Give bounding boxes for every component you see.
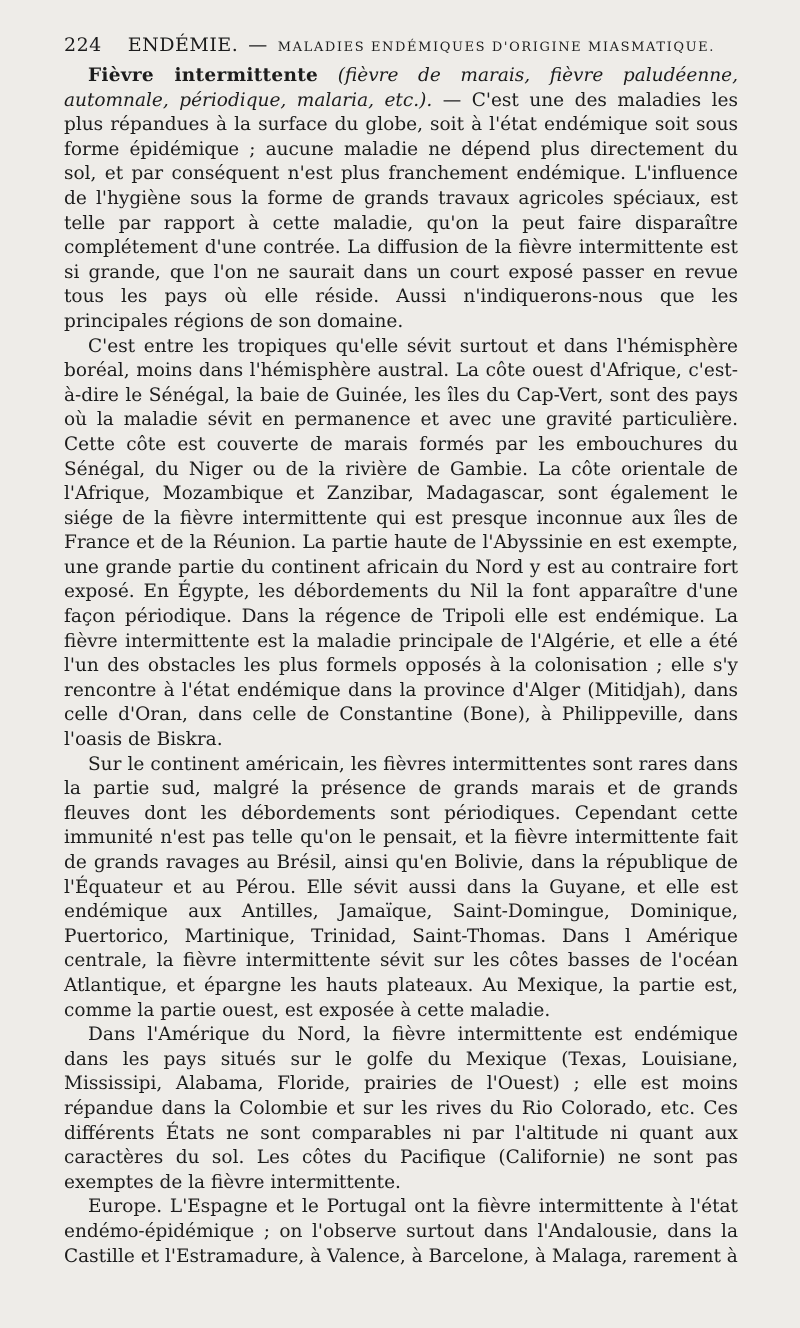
entry-heading-term: Fièvre intermittente [88, 65, 319, 86]
article-paragraph-2: C'est entre les tropiques qu'elle sévit surtout et dans l'hémisphère boréal, moins dans l'hémisphère austral. La côte ouest d'Afrique, c'est-à-dire le Sénégal, la baie de Guinée, les îles du Cap-Vert, sont des pays où la maladie sévit en permanence et avec une gravité particulière. Cette côte est couverte de marais formés par les embouchures du Sénégal, du Niger ou de la rivière de Gambie. La côte orientale de l'Afrique, Mozambique et Zanzibar, Madagascar, sont également le siége de la fièvre intermittente qui est presque inconnue aux îles de France et de la Réunion. La partie haute de l'Abyssinie en est exempte, une grande partie du continent africain du Nord y est au contraire fort exposé. En Égypte, les débordements du Nil la font apparaître d'une façon périodique. Dans la régence de Tripoli elle est endémique. La fièvre intermittente est la maladie principale de l'Algérie, et elle a été l'un des obstacles les plus formels opposés à la colonisation ; elle s'y rencontre à l'état endémique dans la province d'Alger (Mitidjah), dans celle d'Oran, dans celle de Constantine (Bone), à Philippeville, dans l'oasis de Biskra. [64, 335, 738, 751]
article-paragraph-5: Europe. L'Espagne et le Portugal ont la fièvre intermittente à l'état endémo-épidémique ; on l'observe surtout dans l'Andalousie, dans la Castille et l'Estramadure, à Valence, à Barcelone, à Malaga, rarement à [64, 1196, 738, 1267]
entry-synonyms: (fièvre de marais, fièvre paludéenne, automnale, périodique, malaria, etc.). [64, 65, 738, 111]
article-body [64, 64, 738, 1269]
page-number: 224 [64, 34, 102, 56]
running-head-title: ENDÉMIE. [127, 34, 239, 56]
paragraph-text: — C'est une des maladies les plus répandues à la surface du globe, soit à l'état endémique soit sous forme épidémique ; aucune maladie ne dépend plus directement du sol, et par conséquent n'est plus franchement endémique. L'influence de l'hygiène sous la forme de grands travaux agricoles spéciaux, est telle par rapport à cette maladie, qu'on la peut faire disparaître complétement d'une contrée. La diffusion de la fièvre intermittente est si grande, que l'on ne saurait dans un court exposé passer en revue tous les pays où elle réside. Aussi n'indiquerons-nous que les principales régions de son domaine. [64, 89, 738, 332]
article-paragraph-4: Dans l'Amérique du Nord, la fièvre intermittente est endémique dans les pays situés sur le golfe du Mexique (Texas, Louisiane, Mississipi, Alabama, Floride, prairies de l'Ouest) ; elle est moins répandue dans la Colombie et sur les rives du Rio Colorado, etc. Ces différents États ne sont comparables ni par l'altitude ni quant aux caractères du sol. Les côtes du Pacifique (Californie) ne sont pas exemptes de la fièvre intermittente. [64, 1024, 738, 1193]
running-head-separator: — [248, 34, 268, 56]
running-head [64, 34, 738, 56]
article-paragraph-3: Sur le continent américain, les fièvres intermittentes sont rares dans la partie sud, malgré la présence de grands marais et de grands fleuves dont les débordements sont périodiques. Cependant cette immunité n'est pas telle qu'on le pensait, et la fièvre intermittente fait de grands ravages au Brésil, ainsi qu'en Bolivie, dans la république de l'Équateur et au Pérou. Elle sévit aussi dans la Guyane, et elle est endémique aux Antilles, Jamaïque, Saint-Domingue, Dominique, Puertorico, Martinique, Trinidad, Saint-Thomas. Dans l Amérique centrale, la fièvre intermittente sévit sur les côtes basses de l'océan Atlantique, et épargne les hauts plateaux. Au Mexique, la partie est, comme la partie ouest, est exposée à cette maladie. [64, 753, 738, 1021]
running-head-subtitle: MALADIES ENDÉMIQUES D'ORIGINE MIASMATIQUE. [277, 40, 715, 55]
article-paragraph-1 [64, 64, 738, 335]
